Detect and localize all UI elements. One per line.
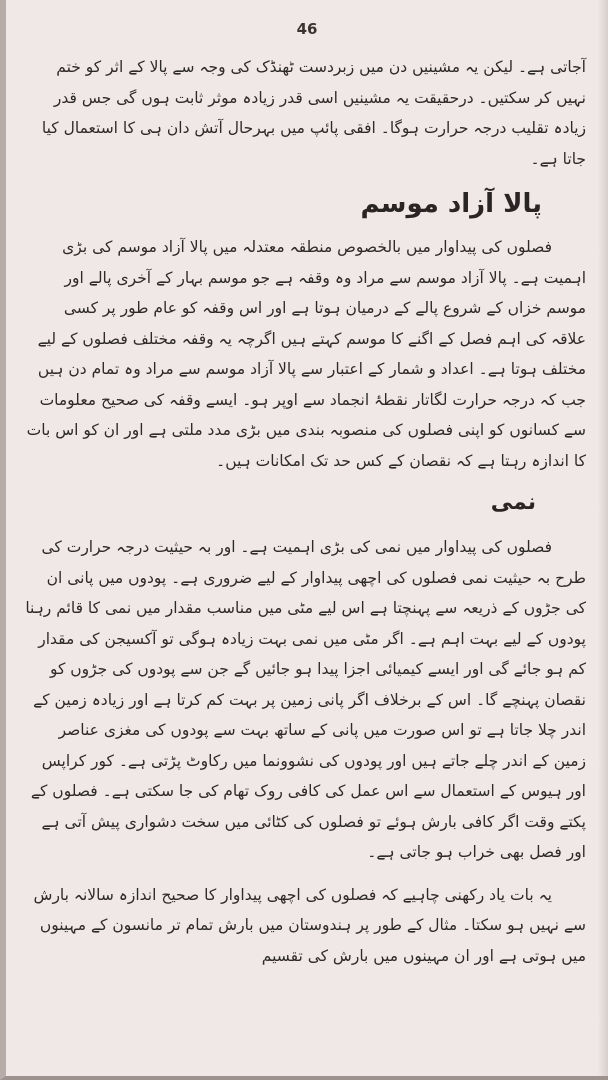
paragraph-frost-free-season: فصلوں کی پیداوار میں بالخصوص منطقہ معتدلہ میں پالا آزاد موسم کی بڑی اہمیت ہے۔ پالا آزاد موسم سے مراد وہ وقفہ ہے جو موسم بہار کے آخری پالے اور موسم خزاں کے شروع پالے کے درمیان ہوتا ہے اور اس وقفہ کو عام طور پر کسی علاقہ کی اہم فصل کے اگنے کا موسم کہتے ہیں اگرچہ یہ وقفہ مختلف فصلوں کے لیے مختلف ہوتا ہے۔ اعداد و شمار کے اعتبار سے پالا آزاد موسم سے مراد وہ تمام دن ہیں جب کہ درجہ حرارت لگاتار نقطۂ انجماد سے اوپر ہو۔ ایسے وقفہ کی صحیح معلومات سے کسانوں کو اپنی فصلوں کی منصوبہ بندی میں بڑی مدد ملتی ہے اور ان کو اس بات کا اندازہ رہتا ہے کہ نقصان کے کس حد تک امکانات ہیں۔ (26, 238, 586, 470)
paragraph-rainfall: یہ بات یاد رکھنی چاہیے کہ فصلوں کی اچھی پیداوار کا صحیح اندازہ سالانہ بارش سے نہیں ہو سکتا۔ مثال کے طور پر ہندوستان میں بارش تمام تر مانسون کے مہینوں میں ہوتی ہے اور ان مہینوں میں بارش کی تقسیم (33, 885, 586, 965)
paragraph-moisture: فصلوں کی پیداوار میں نمی کی بڑی اہمیت ہے۔ اور بہ حیثیت درجہ حرارت کی طرح بہ حیثیت نمی فصلوں کی اچھی پیداوار کے لیے ضروری ہے۔ پودوں میں پانی ان کی جڑوں کے ذریعہ سے پہنچتا ہے اس لیے مٹی میں مناسب مقدار میں نمی کا قائم رہنا پودوں کے لیے بہت اہم ہے۔ اگر مٹی میں نمی بہت زیادہ ہوگی تو آکسیجن کی مقدار کم ہو جائے گی اور ایسے کیمیائی اجزا پیدا ہو جائیں گے جن سے پودوں کی جڑوں کو نقصان پہنچے گا۔ اس کے برخلاف اگر پانی زمین پر بہت کم کرتا ہے اور زیادہ زمین کے اندر چلا جاتا ہے تو اس صورت میں پانی کے ساتھ بہت سے پودوں کی مغزی عناصر زمین کے اندر چلے جاتے ہیں اور پودوں کی نشوونما میں رکاوٹ پڑتی ہے۔ کور کراپس اور ہیوس کے استعمال سے اس عمل کی کافی روک تھام کی جا سکتی ہے۔ فصلوں کے پکتے وقت اگر کافی بارش ہوئے تو فصلوں کی کٹائی میں سخت دشواری پیش آتی ہے اور فصل بھی خراب ہو جاتی ہے۔ (25, 538, 586, 861)
page-content (24, 52, 586, 971)
page-edge-shadow (598, 0, 608, 1076)
heading-frost-free-season: پالا آزاد موسم (360, 189, 542, 219)
paragraph-intro: آجاتی ہے۔ لیکن یہ مشینیں دن میں زبردست ٹھنڈک کی وجہ سے پالا کے اثر کو ختم نہیں کر سکتیں۔ درحقیقت یہ مشینیں اسی قدر زیادہ موثر ثابت ہوں گی جس قدر زیادہ تقلیب درجہ حرارت ہوگا۔ افقی پائپ میں بہرحال آتش دان ہی کا استعمال کیا جاتا ہے۔ (41, 58, 586, 168)
paragraph-gap (24, 868, 586, 880)
page-number: 46 (296, 20, 318, 38)
heading-moisture: نمی (490, 490, 536, 515)
